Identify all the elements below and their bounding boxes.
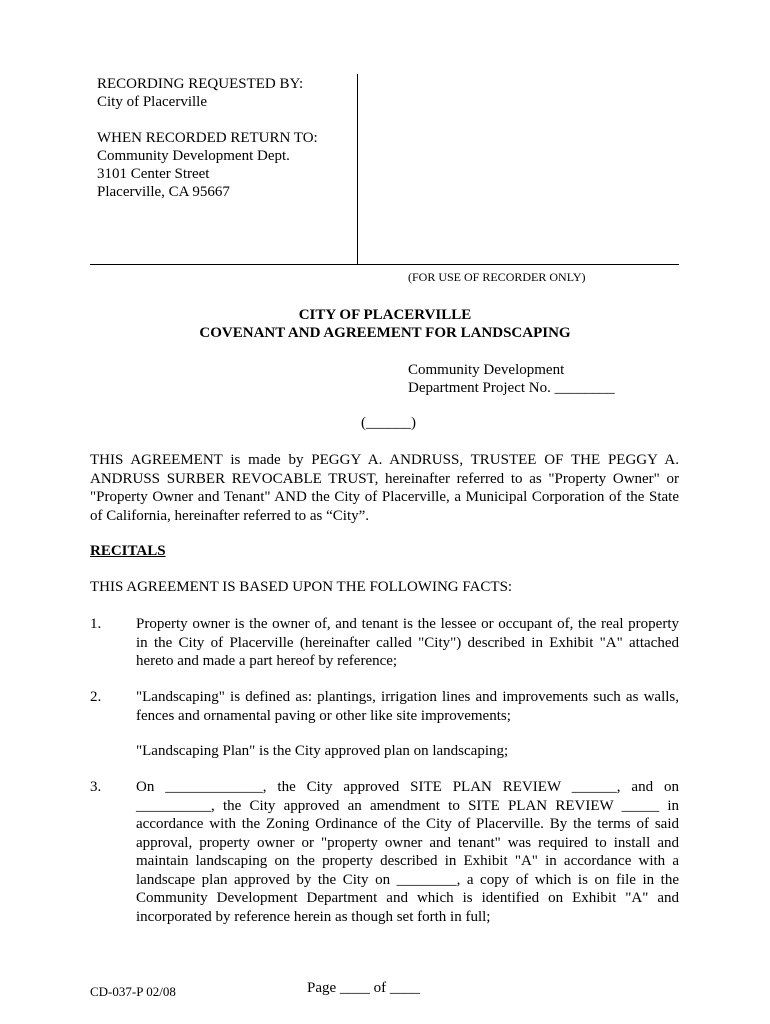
recital-line: fences and ornamental paving or other like site improvements; xyxy=(136,707,511,724)
form-code: CD-037-P 02/08 xyxy=(90,984,176,999)
page-number: Page ____ of ____ xyxy=(307,980,420,996)
recital-number: 3. xyxy=(90,779,102,795)
recital-line: maintain landscaping on the property described in Exhibit "A" in accordance with a xyxy=(136,853,679,869)
recitals-heading: RECITALS xyxy=(90,543,166,559)
recital-line: in the City of Placerville (hereinafter called "City") described in Exhibit "A" attached xyxy=(136,634,679,651)
return-address-line: Placerville, CA 95667 xyxy=(97,184,230,200)
recital-number: 2. xyxy=(90,689,102,705)
recital-line: On _____________, the City approved SITE PLAN REVIEW ______, and on xyxy=(136,779,679,795)
recorder-divider-horizontal xyxy=(90,264,679,265)
recitals-intro: THIS AGREEMENT IS BASED UPON THE FOLLOWING FACTS: xyxy=(90,579,513,595)
requester-name: City of Placerville xyxy=(97,94,207,110)
document-title: COVENANT AND AGREEMENT FOR LANDSCAPING xyxy=(199,325,571,341)
recital-line: incorporated by reference herein as though set forth in full; xyxy=(136,908,491,925)
recital-item-1 xyxy=(136,615,679,671)
recital-line: hereto and made a part hereof by reference; xyxy=(136,653,398,669)
document-title-city: CITY OF PLACERVILLE xyxy=(298,307,472,323)
agreement-line: THIS AGREEMENT is made by PEGGY A. ANDRUSS, TRUSTEE OF THE PEGGY A. xyxy=(90,452,679,468)
recital-line: Property owner is the owner of, and tenant is the lessee or occupant of, the real property xyxy=(136,616,679,632)
recital-item-2 xyxy=(136,688,679,725)
recital-number: 1. xyxy=(90,616,102,632)
project-label-line1: Community Development xyxy=(408,362,565,378)
agreement-line: "Property Owner and Tenant" AND the City of Placerville, a Municipal Corporation of the State xyxy=(90,489,679,505)
agreement-line: ANDRUSS SURBER REVOCABLE TRUST, hereinafter referred to as "Property Owner" or xyxy=(90,470,679,487)
recorder-note: (FOR USE OF RECORDER ONLY) xyxy=(408,270,586,284)
recital-item-3 xyxy=(136,778,679,926)
recital-line: accordance with the Zoning Ordinance of the City of Placerville. By the terms of said xyxy=(136,816,679,832)
return-to-label: WHEN RECORDED RETURN TO: xyxy=(97,130,318,146)
agreement-paragraph xyxy=(90,451,679,525)
return-address-line: Community Development Dept. xyxy=(97,148,290,164)
project-number-field: Department Project No. ________ xyxy=(408,380,615,396)
recital-line: __________, the City approved an amendment to SITE PLAN REVIEW _____ in xyxy=(136,797,679,814)
recital-line: approval, property owner or "property owner and tenant" was required to install and xyxy=(136,834,679,851)
agreement-line: of California, hereinafter referred to as “City”. xyxy=(90,507,370,524)
recital-landscaping-plan: "Landscaping Plan" is the City approved plan on landscaping; xyxy=(136,743,509,759)
recording-requested-label: RECORDING REQUESTED BY: xyxy=(97,76,304,92)
recital-line: "Landscaping" is defined as: plantings, irrigation lines and improvements such as walls, xyxy=(136,689,679,705)
recital-line: landscape plan approved by the City on ________, a copy of which is on file in the xyxy=(136,871,679,888)
recital-line: Community Development Department and which is identified on Exhibit "A" and xyxy=(136,890,679,906)
recorder-divider-vertical xyxy=(357,74,358,264)
return-address-line: 3101 Center Street xyxy=(97,166,210,182)
project-paren-field: (______) xyxy=(361,415,416,431)
